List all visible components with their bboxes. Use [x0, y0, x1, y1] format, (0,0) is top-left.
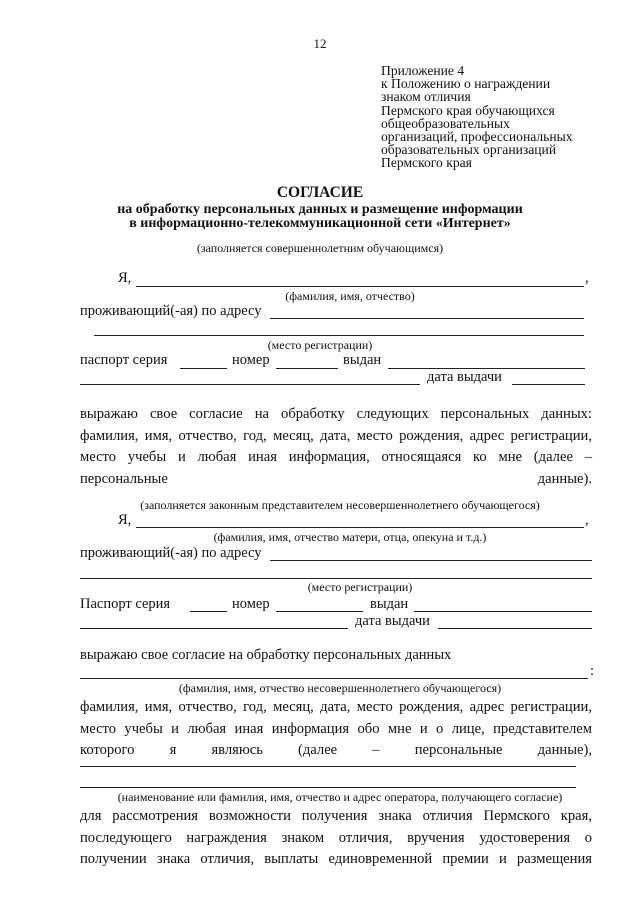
section1-consent-text: выражаю свое согласие на обработку следующих персональных данных: фамилия, имя, отчество, год, месяц, дата, место рождения, адрес регистрации, место учебы и любая иная информация, относящаяся ко мне (далее – персональные данные). — [80, 406, 592, 487]
section2-issued-field[interactable] — [414, 611, 592, 612]
section1-ya: Я, — [118, 270, 132, 286]
appendix-line: общеобразовательных — [381, 115, 510, 131]
section1-issue-date-field[interactable] — [512, 384, 585, 385]
appendix-line: организаций, профессиональных — [381, 129, 573, 145]
section2-passport-series-label: Паспорт серия — [80, 596, 171, 612]
section2-consent-intro: выражаю свое согласие на обработку персональных данных — [80, 647, 452, 663]
section2-issued-field-2[interactable] — [80, 628, 348, 629]
section2-issue-date-field[interactable] — [438, 628, 592, 629]
subtitle-line-1: на обработку персональных данных и размещение информации — [117, 202, 523, 217]
section1-issue-date-label: дата выдачи — [427, 369, 502, 385]
section2-comma: , — [585, 512, 589, 528]
appendix-line: знаком отличия — [381, 89, 471, 105]
section1-address-field[interactable] — [270, 318, 584, 319]
section2-consent-text: фамилия, имя, отчество, год, месяц, дата, место рождения, адрес регистрации, место учебы и любая иная информация обо мне и о лице, представителем которого я являюсь (далее – персональные данные), — [80, 699, 592, 758]
section1-issued-label: выдан — [343, 352, 382, 368]
section2-colon: : — [590, 663, 595, 679]
section2-fio-hint: (фамилия, имя, отчество матери, отца, опекуна и т.д.) — [213, 530, 487, 544]
document-subtitle — [60, 203, 580, 231]
appendix-line: образовательных организаций — [381, 142, 557, 158]
operator-purpose-text: для рассмотрения возможности получения знака отличия Пермского края, последующего награждения знаком отличия, вручения удостоверения о получении знака отличия, выплаты единовременной премии и размещения — [80, 808, 592, 867]
section2-minor-fio-field[interactable] — [80, 678, 588, 679]
section2-minor-hint: (фамилия, имя, отчество несовершеннолетнего обучающегося) — [178, 681, 502, 695]
section1-issued-field-2[interactable] — [80, 384, 420, 385]
appendix-line: Пермского края обучающихся — [381, 102, 555, 118]
section2-number-label: номер — [232, 596, 270, 612]
section2-note: (заполняется законным представителем несовершеннолетнего обучающегося) — [140, 498, 540, 512]
section1-fio-field[interactable] — [136, 286, 584, 287]
section2-number-field[interactable] — [276, 611, 363, 612]
page-number: 12 — [313, 36, 327, 51]
section2-registration-hint: (место регистрации) — [307, 580, 413, 594]
appendix-line: Приложение 4 — [381, 63, 465, 78]
section2-ya: Я, — [118, 512, 132, 528]
section1-number-label: номер — [232, 352, 270, 368]
section1-number-field[interactable] — [276, 368, 338, 369]
section1-comma: , — [585, 270, 589, 286]
section2-address-field-2[interactable] — [80, 578, 592, 579]
appendix-line: к Положению о награждении — [381, 76, 551, 92]
section1-fio-hint: (фамилия, имя, отчество) — [285, 289, 415, 303]
section1-registration-hint: (место регистрации) — [267, 338, 373, 352]
appendix-header — [381, 64, 621, 170]
section1-note: (заполняется совершеннолетним обучающимся) — [196, 241, 444, 255]
section2-passport-series-field[interactable] — [190, 611, 227, 612]
operator-hint: (наименование или фамилия, имя, отчество и адрес оператора, получающего согласие) — [117, 790, 563, 804]
section1-passport-series-field[interactable] — [180, 368, 227, 369]
subtitle-line-2: в информационно-телекоммуникационной сети «Интернет» — [129, 216, 511, 231]
section1-address-label: проживающий(-ая) по адресу — [80, 303, 262, 319]
section2-address-field[interactable] — [270, 560, 592, 561]
section2-issue-date-label: дата выдачи — [355, 613, 430, 629]
operator-field-1[interactable] — [80, 766, 576, 767]
section1-address-field-2[interactable] — [94, 335, 584, 336]
document-title: СОГЛАСИЕ — [276, 184, 364, 201]
operator-field-2[interactable] — [80, 787, 576, 788]
section2-issued-label: выдан — [370, 596, 409, 612]
appendix-line: Пермского края — [381, 155, 472, 171]
section2-address-label: проживающий(-ая) по адресу — [80, 545, 262, 561]
section2-fio-field[interactable] — [136, 527, 584, 528]
section1-passport-series-label: паспорт серия — [80, 352, 168, 368]
